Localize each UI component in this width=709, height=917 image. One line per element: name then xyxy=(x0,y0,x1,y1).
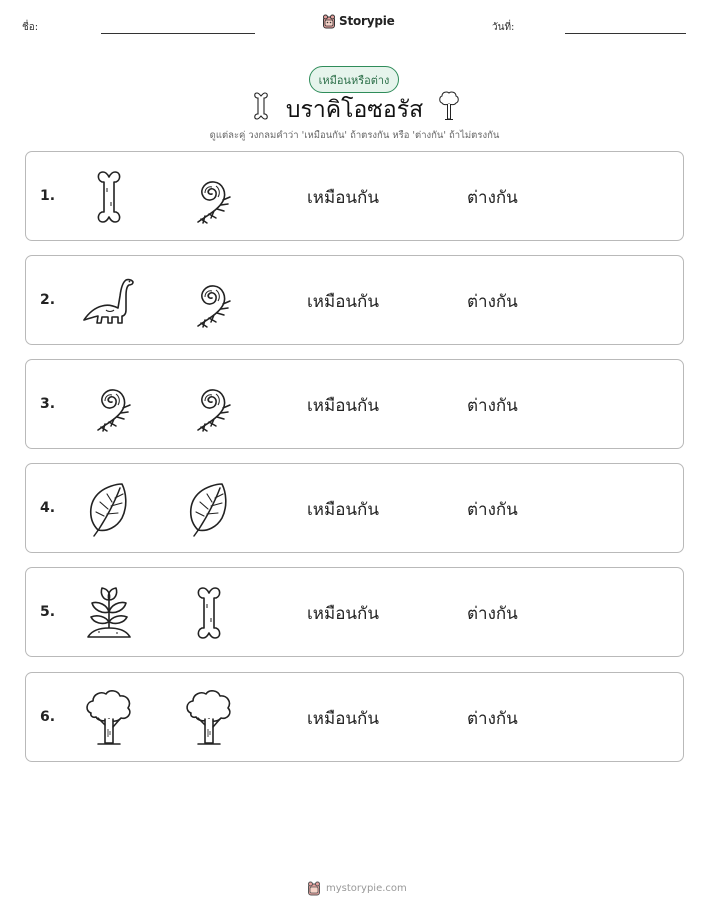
row-number: 2. xyxy=(40,292,56,308)
same-option[interactable]: เหมือนกัน xyxy=(307,188,379,208)
exercise-row xyxy=(25,151,684,241)
exercise-row xyxy=(25,463,684,553)
activity-badge: เหมือนหรือต่าง xyxy=(309,66,399,93)
fern-icon xyxy=(176,268,242,334)
bone-icon xyxy=(176,580,242,646)
row-number: 6. xyxy=(40,709,56,725)
same-option[interactable]: เหมือนกัน xyxy=(307,292,379,312)
page-title: บราคิโอซอรัส xyxy=(285,97,424,123)
different-option[interactable]: ต่างกัน xyxy=(467,709,518,729)
different-option[interactable]: ต่างกัน xyxy=(467,604,518,624)
row-number: 4. xyxy=(40,500,56,516)
footer-url: mystorypie.com xyxy=(326,882,407,894)
leaf-icon xyxy=(176,476,242,542)
exercise-row xyxy=(25,359,684,449)
exercise-row xyxy=(25,255,684,345)
fern-icon xyxy=(176,372,242,438)
same-option[interactable]: เหมือนกัน xyxy=(307,604,379,624)
fern-icon xyxy=(76,372,142,438)
footer xyxy=(307,880,407,896)
same-option[interactable]: เหมือนกัน xyxy=(307,709,379,729)
date-label: วันที่: xyxy=(492,22,515,33)
storypie-logo-icon xyxy=(322,13,336,29)
row-number: 1. xyxy=(40,188,56,204)
fern-icon xyxy=(176,164,242,230)
exercise-row xyxy=(25,672,684,762)
same-option[interactable]: เหมือนกัน xyxy=(307,500,379,520)
dinosaur-icon xyxy=(76,268,142,334)
different-option[interactable]: ต่างกัน xyxy=(467,188,518,208)
tree-icon xyxy=(438,90,460,122)
name-field[interactable] xyxy=(101,33,255,34)
name-label: ชื่อ: xyxy=(22,22,39,33)
leaf-icon xyxy=(76,476,142,542)
exercise-row xyxy=(25,567,684,657)
date-field[interactable] xyxy=(565,33,686,34)
bone-icon xyxy=(76,164,142,230)
storypie-logo-icon xyxy=(307,880,321,896)
brand xyxy=(322,13,395,29)
instructions: ดูแต่ละคู่ วงกลมคำว่า 'เหมือนกัน' ถ้าตรงกัน หรือ 'ต่างกัน' ถ้าไม่ตรงกัน xyxy=(209,130,500,141)
same-option[interactable]: เหมือนกัน xyxy=(307,396,379,416)
row-number: 3. xyxy=(40,396,56,412)
tree-icon xyxy=(176,685,242,751)
different-option[interactable]: ต่างกัน xyxy=(467,500,518,520)
tree-icon xyxy=(76,685,142,751)
different-option[interactable]: ต่างกัน xyxy=(467,396,518,416)
different-option[interactable]: ต่างกัน xyxy=(467,292,518,312)
plant-icon xyxy=(76,580,142,646)
row-number: 5. xyxy=(40,604,56,620)
brand-name: Storypie xyxy=(339,14,395,28)
